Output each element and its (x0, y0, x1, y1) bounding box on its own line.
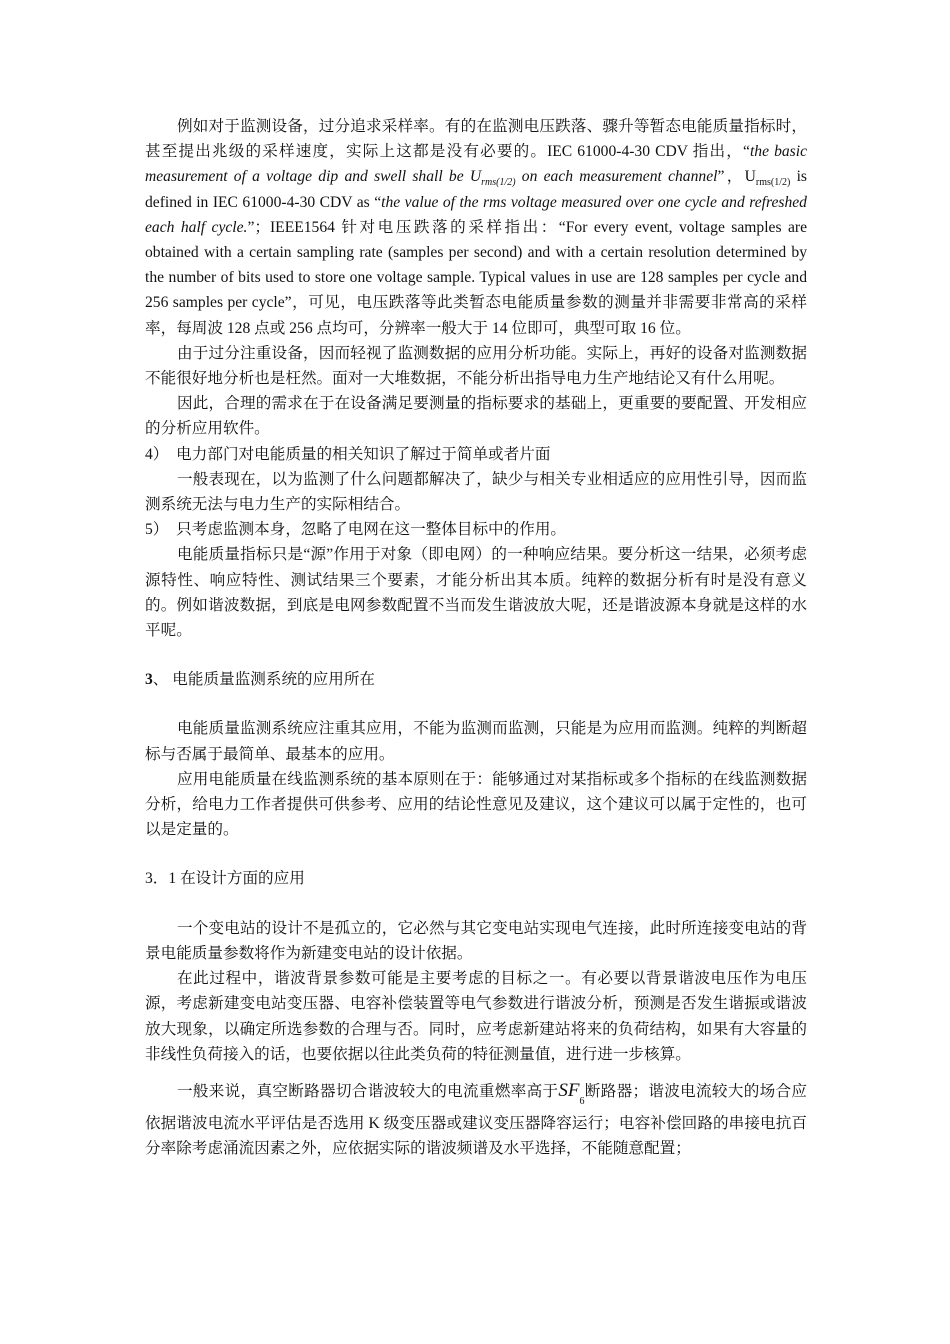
paragraph-principle: 应用电能质量在线监测系统的基本原则在于：能够通过对某指标或多个指标的在线监测数据分析，给电力工作者提供可供参考、应用的结论性意见及建议，这个建议可以属于定性的，也可以是定量的。 (145, 770, 807, 839)
paragraph-breaker: 一般来说，真空断路器切合谐波较大的电流重燃率高于$SF_6$断路器；谐波电流较大的场合应依据谐波电流水平评估是否选用 K 级变压器或建议变压器降容运行；电容补偿回路的串接电抗百分率除考虑涌流因素之外，应依据实际的谐波频谱及水平选择，不能随意配置； (145, 1079, 807, 1158)
list-item-5: 5） 只考虑监测本身，忽略了电网在这一整体目标中的作用。 (145, 521, 567, 539)
paragraph-data-analysis: 由于过分注重设备，因而轻视了监测数据的应用分析功能。实际上，再好的设备对监测数据不能很好地分析也是枉然。面对一大堆数据，不能分析出指导电力生产地结论又有什么用呢。 (145, 344, 807, 388)
paragraph-requirements: 因此，合理的需求在于在设备满足要测量的指标要求的基础上，更重要的要配置、开发相应的分析应用软件。 (145, 395, 807, 438)
paragraph-item-4: 一般表现在，以为监测了什么问题都解决了，缺少与相关专业相适应的应用性引导，因而监测系统无法与电力生产的实际相结合。 (145, 470, 807, 514)
paragraph-harmonic-background: 在此过程中，谐波背景参数可能是主要考虑的目标之一。有必要以背景谐波电压作为电压源，考虑新建变电站变压器、电容补偿装置等电气参数进行谐波分析，预测是否发生谐振或谐波放大现象，以确定所选参数的合理与否。同时，应考虑新建站将来的负荷结构，如果有大容量的非线性负荷接入的话，也要依据以往此类负荷的特征测量值，进行进一步核算。 (145, 970, 807, 1063)
section-heading-3-1: 3．1 在设计方面的应用 (145, 870, 305, 888)
list-item-4: 4） 电力部门对电能质量的相关知识了解过于简单或者片面 (145, 445, 551, 463)
paragraph-application: 电能质量监测系统应注重其应用，不能为监测而监测，只能是为应用而监测。纯粹的判断超标与否属于最简单、最基本的应用。 (145, 720, 807, 763)
paragraph-item-5: 电能质量指标只是“源”作用于对象（即电网）的一种响应结果。要分析这一结果，必须考虑源特性、响应特性、测试结果三个要素，才能分析出其本质。纯粹的数据分析有时是没有意义的。例如谐波数据，到底是电网参数配置不当而发生谐波放大呢，还是谐波源本身就是这样的水平呢。 (145, 546, 807, 640)
body-text (145, 114, 807, 1161)
paragraph-sampling-rate: 例如对于监测设备，过分追求采样率。有的在监测电压跌落、骤升等暂态电能质量指标时，甚至提出兆级的采样速度，实际上这都是没有必要的。IEC 61000-4-30 CDV 指出，“the basic measurement of a voltage dip and swell shall be $U_{rms(1/2)}$ on each measurement channel”，$U_{rms(1/2)}$ is defined in IEC 61000-4-30 CDV as “the value of the rms voltage measured over one cycle and refreshed each half cycle.”；IEEE1564 针对电压跌落的采样指出：“For every event, voltage samples are obtained with a certain sampling rate (samples per second) and with a certain resolution determined by the number of bits used to store one voltage sample. Typical values in use are 128 samples per cycle and 256 samples per cycle”，可见，电压跌落等此类暂态电能质量参数的测量并非需要非常高的采样率，每周波 128 点或 256 点均可，分辨率一般大于 14 位即可，典型可取 16 位。 (145, 118, 807, 337)
paragraph-substation-design: 一个变电站的设计不是孤立的，它必然与其它变电站实现电气连接，此时所连接变电站的背景电能质量参数将作为新建变电站的设计依据。 (145, 919, 807, 962)
section-heading-3: 3、 电能质量监测系统的应用所在 (145, 671, 376, 689)
